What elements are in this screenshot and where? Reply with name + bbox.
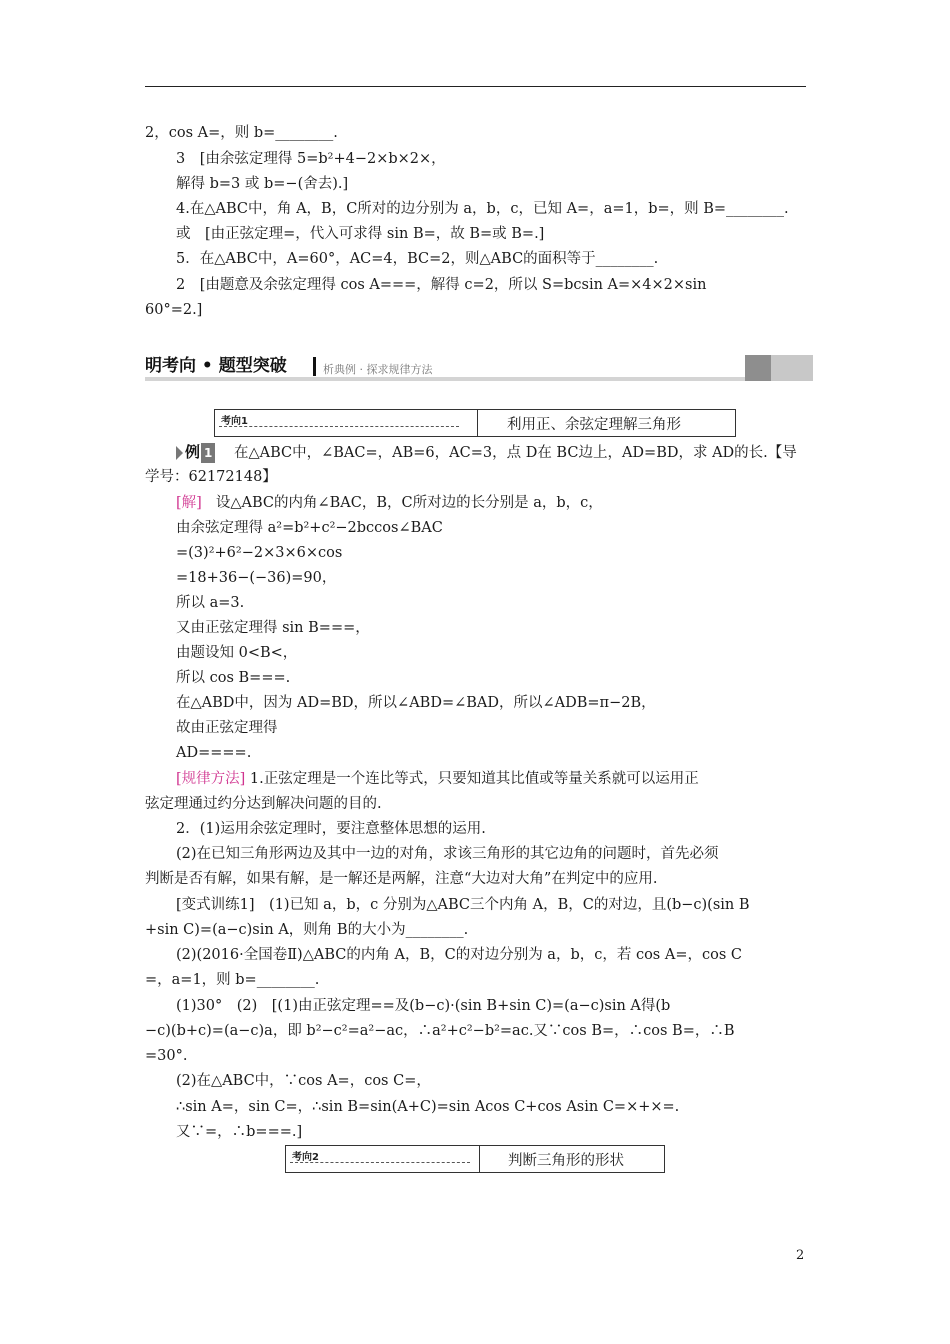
solution-line: 故由正弦定理得 — [176, 720, 278, 736]
variant-line: =，a=1，则 b=________. — [145, 972, 320, 988]
solution-line: 所以 cos B===. — [176, 670, 291, 686]
triangle-icon — [176, 446, 183, 460]
text-line: 2 [由题意及余弦定理得 cos A===，解得 c=2，所以 S=bcsin A=×4×2×sin — [176, 277, 707, 293]
tag-dashed-rule — [219, 426, 459, 427]
page-number: 2 — [796, 1248, 805, 1263]
solution-line: AD====. — [176, 745, 252, 761]
text-line: 或 [由正弦定理=，代入可求得 sin B=，故 B=或 B=.] — [176, 226, 545, 242]
text-line: 解得 b=3 或 b=−(舍去).] — [176, 176, 349, 192]
solution-line — [176, 493, 603, 513]
method-line — [176, 769, 699, 789]
variant-line: +sin C)=(a−c)sin A，则角 B的大小为________. — [145, 922, 469, 938]
variant-line: −c)(b+c)=(a−c)a，即 b²−c²=a²−ac，∴a²+c²−b²=ac.又∵cos B=，∴cos B=，∴B — [145, 1023, 735, 1039]
kaoxiang-topic: 判断三角形的形状 — [508, 1153, 624, 1169]
kaoxiang-tag: 考向2 — [292, 1152, 319, 1163]
solution-line: 由题设知 0<B<， — [176, 645, 298, 661]
text-line: 4.在△ABC中，角 A，B，C所对的边分别为 a，b，c，已知 A=，a=1，b=，则 B=________. — [176, 201, 789, 217]
example-line-2: 学号：62172148】 — [145, 469, 277, 485]
variant-line: (1)30° (2) [(1)由正弦定理==及(b−c)·(sin B+sin C)=(a−c)sin A得(b — [176, 998, 671, 1014]
method-line: 判断是否有解，如果有解，是一解还是两解，注意“大边对大角”在判定中的应用. — [145, 871, 658, 887]
example-label: 例 — [185, 443, 201, 461]
section-subtitle: 析典例 · 探求规律方法 — [323, 363, 433, 376]
text-line: 2，cos A=，则 b=________. — [145, 125, 338, 141]
method-line: (2)在已知三角形两边及其中一边的对角，求该三角形的其它边角的问题时，首先必须 — [176, 846, 719, 862]
variant-line: 又∵=，∴b===.] — [176, 1124, 303, 1140]
tag-dashed-rule — [290, 1162, 470, 1163]
text-line: 60°=2.] — [145, 302, 203, 318]
box-divider — [477, 410, 478, 436]
section-block-light — [771, 355, 813, 381]
method-tag: [规律方法] — [176, 771, 246, 787]
method-line: 弦定理通过约分达到解决问题的目的. — [145, 796, 382, 812]
section-divider — [313, 357, 316, 376]
kaoxiang-2-box — [285, 1145, 665, 1173]
variant-line: ∴sin A=，sin C=，∴sin B=sin(A+C)=sin Acos C+cos Asin C=×+×=. — [176, 1099, 680, 1115]
variant-line: (2)(2016·全国卷Ⅱ)△ABC的内角 A，B，C的对边分别为 a，b，c，若 cos A=，cos C — [176, 947, 742, 963]
example-line — [176, 442, 797, 463]
solution-line: 在△ABD中，因为 AD=BD，所以∠ABD=∠BAD，所以∠ADB=π−2B， — [176, 695, 656, 711]
solution-tag: [解] — [176, 495, 202, 511]
method-line: 2．(1)运用余弦定理时，要注意整体思想的运用. — [176, 821, 486, 837]
section-block-dark — [745, 355, 771, 381]
variant-line: =30°. — [145, 1048, 188, 1064]
kaoxiang-1-box — [214, 409, 736, 437]
text-line: 3 [由余弦定理得 5=b²+4−2×b×2×， — [176, 151, 446, 167]
section-band — [145, 377, 745, 381]
section-header — [145, 355, 813, 381]
solution-line: 由余弦定理得 a²=b²+c²−2bccos∠BAC — [176, 520, 443, 536]
example-number: 1 — [201, 443, 215, 463]
variant-line: [变式训练1] (1)已知 a，b，c 分别为△ABC三个内角 A，B，C的对边，且(b−c)(sin B — [176, 897, 750, 913]
header-rule — [145, 86, 806, 87]
section-title: 明考向 • 题型突破 — [145, 356, 287, 376]
text-line: 5．在△ABC中，A=60°，AC=4，BC=2，则△ABC的面积等于________. — [176, 251, 659, 267]
solution-text: 设△ABC的内角∠BAC，B，C所对边的长分别是 a，b，c， — [215, 495, 603, 511]
solution-line: 又由正弦定理得 sin B===， — [176, 620, 370, 636]
example-text: 在△ABC中，∠BAC=，AB=6，AC=3，点 D在 BC边上，AD=BD，求 AD的长.【导 — [233, 445, 797, 461]
solution-line: =18+36−(−36)=90， — [176, 570, 337, 586]
variant-line: (2)在△ABC中，∵cos A=，cos C=， — [176, 1073, 431, 1089]
kaoxiang-tag: 考向1 — [221, 416, 248, 427]
box-divider — [479, 1146, 480, 1172]
example-badge — [176, 442, 215, 463]
solution-line: 所以 a=3. — [176, 595, 245, 611]
method-text: 1.正弦定理是一个连比等式，只要知道其比值或等量关系就可以运用正 — [245, 771, 699, 787]
solution-line: =(3)²+6²−2×3×6×cos — [176, 545, 343, 561]
kaoxiang-topic: 利用正、余弦定理解三角形 — [507, 417, 681, 433]
